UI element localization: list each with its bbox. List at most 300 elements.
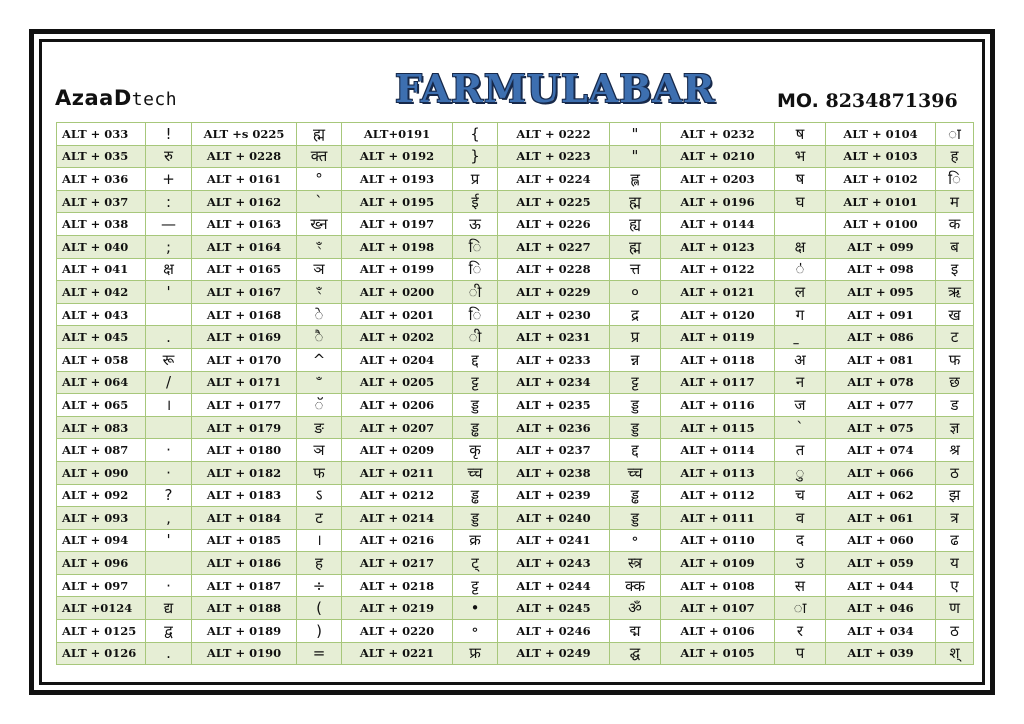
alt-code-cell: ALT + 0225 [498, 190, 610, 213]
character-cell [775, 213, 826, 236]
alt-code-cell: ALT + 0221 [342, 642, 453, 665]
character-cell [775, 326, 826, 349]
alt-code-cell: ALT + 0167 [192, 281, 297, 304]
alt-code-cell: ALT + 0184 [192, 507, 297, 530]
alt-code-cell: ALT + 0245 [498, 597, 610, 620]
alt-code-cell: ALT + 0180 [192, 439, 297, 462]
alt-code-cell: ALT + 062 [826, 484, 936, 507]
character-cell: क्र [453, 529, 498, 552]
alt-code-cell: ALT + 033 [57, 123, 146, 146]
character-cell: स्त्र [610, 552, 661, 575]
alt-code-cell: ALT + 075 [826, 416, 936, 439]
table-row [57, 123, 974, 146]
table-row [57, 507, 974, 530]
alt-code-cell: ALT + 0104 [826, 123, 936, 146]
character-cell: न्न [610, 348, 661, 371]
alt-code-cell: ALT + 0210 [661, 145, 775, 168]
character-cell: प्र [453, 168, 498, 191]
alt-code-cell: ALT + 0114 [661, 439, 775, 462]
alt-code-cell: ALT + 0244 [498, 574, 610, 597]
alt-code-cell: ALT + 0192 [342, 145, 453, 168]
character-cell: प्र [610, 326, 661, 349]
alt-code-cell: ALT + 0171 [192, 371, 297, 394]
character-cell: क्ष [146, 258, 192, 281]
character-cell: ड्ढ [453, 416, 498, 439]
alt-code-cell: ALT + 0200 [342, 281, 453, 304]
character-cell: ब [936, 235, 974, 258]
character-cell: ÷ [297, 574, 342, 597]
character-cell: ड्ड [453, 507, 498, 530]
character-cell: ल [775, 281, 826, 304]
alt-code-cell: ALT + 0162 [192, 190, 297, 213]
character-cell: र [775, 620, 826, 643]
alt-code-cell: ALT + 074 [826, 439, 936, 462]
character-cell: भ [775, 145, 826, 168]
alt-code-cell: ALT + 081 [826, 348, 936, 371]
alt-code-table [56, 122, 974, 665]
character-cell: ꣳ [297, 281, 342, 304]
mobile-number: 8234871396 [825, 90, 958, 112]
alt-code-cell: ALT + 093 [57, 507, 146, 530]
character-cell: ड्ढ [453, 484, 498, 507]
alt-code-cell: ALT + 0115 [661, 416, 775, 439]
character-cell: ी [453, 281, 498, 304]
character-cell: द [775, 529, 826, 552]
alt-code-cell: ALT + 0112 [661, 484, 775, 507]
alt-code-cell: ALT + 044 [826, 574, 936, 597]
character-cell: फ [297, 461, 342, 484]
table-row [57, 348, 974, 371]
alt-code-cell: ALT + 0119 [661, 326, 775, 349]
table-row [57, 303, 974, 326]
alt-code-cell: ALT + 0100 [826, 213, 936, 236]
table-row [57, 620, 974, 643]
character-cell: । [146, 394, 192, 417]
character-cell: इ [936, 258, 974, 281]
alt-code-cell: ALT + 0123 [661, 235, 775, 258]
character-cell: , [146, 507, 192, 530]
alt-code-cell: ALT+0191 [342, 123, 453, 146]
character-cell: ढ [936, 529, 974, 552]
alt-code-cell: ALT + 0193 [342, 168, 453, 191]
alt-code-cell: ALT + 0121 [661, 281, 775, 304]
character-cell: ा [936, 123, 974, 146]
alt-code-cell: ALT + 0163 [192, 213, 297, 236]
character-cell: ड्ड [610, 394, 661, 417]
character-cell: घ [775, 190, 826, 213]
alt-code-cell: ALT + 0187 [192, 574, 297, 597]
alt-code-cell: ALT + 0101 [826, 190, 936, 213]
character-cell: ह्म [297, 123, 342, 146]
alt-code-cell: ALT + 0165 [192, 258, 297, 281]
alt-code-cell: ALT + 0198 [342, 235, 453, 258]
alt-code-cell: ALT + 0224 [498, 168, 610, 191]
alt-code-cell: ALT + 0241 [498, 529, 610, 552]
character-cell [146, 303, 192, 326]
alt-code-cell: ALT + 0199 [342, 258, 453, 281]
character-cell: ॐ [610, 597, 661, 620]
alt-code-cell: ALT +s 0225 [192, 123, 297, 146]
character-cell: त [775, 439, 826, 462]
character-cell: श् [936, 642, 974, 665]
character-cell: ठ [936, 620, 974, 643]
character-cell: ० [610, 281, 661, 304]
alt-code-cell: ALT + 0126 [57, 642, 146, 665]
alt-code-cell: ALT + 0188 [192, 597, 297, 620]
alt-code-cell: ALT + 0185 [192, 529, 297, 552]
character-cell: ठ [936, 461, 974, 484]
table-row [57, 597, 974, 620]
table-row [57, 326, 974, 349]
alt-code-cell: ALT + 087 [57, 439, 146, 462]
alt-code-cell: ALT + 0120 [661, 303, 775, 326]
character-cell: — [146, 213, 192, 236]
character-cell: ट्ट [453, 574, 498, 597]
character-cell: ) [297, 620, 342, 643]
character-cell: फ्र [453, 642, 498, 665]
character-cell: ट्ट [610, 371, 661, 394]
alt-code-cell: ALT + 091 [826, 303, 936, 326]
alt-code-cell: ALT + 0125 [57, 620, 146, 643]
alt-code-cell: ALT + 0228 [192, 145, 297, 168]
alt-code-cell: ALT + 077 [826, 394, 936, 417]
character-cell: ु [775, 461, 826, 484]
table-row [57, 484, 974, 507]
table-row [57, 529, 974, 552]
alt-code-cell: ALT + 0196 [661, 190, 775, 213]
brand-bold: AzaaD [55, 86, 132, 110]
alt-code-cell: ALT + 0144 [661, 213, 775, 236]
alt-code-cell: ALT + 0170 [192, 348, 297, 371]
alt-code-cell: ALT + 0169 [192, 326, 297, 349]
alt-code-cell: ALT + 060 [826, 529, 936, 552]
alt-code-cell: ALT + 0179 [192, 416, 297, 439]
character-cell: न [775, 371, 826, 394]
character-cell: । [297, 529, 342, 552]
character-cell: ा [775, 597, 826, 620]
alt-code-cell: ALT + 0177 [192, 394, 297, 417]
character-cell: ॰ [610, 529, 661, 552]
alt-code-cell: ALT + 0122 [661, 258, 775, 281]
alt-code-cell: ALT + 0231 [498, 326, 610, 349]
alt-code-cell: ALT + 0219 [342, 597, 453, 620]
alt-code-cell: ALT + 0223 [498, 145, 610, 168]
alt-code-cell: ALT + 0204 [342, 348, 453, 371]
character-cell: उ [775, 552, 826, 575]
character-cell: ञ [297, 258, 342, 281]
character-cell: त्र [936, 507, 974, 530]
brand-logo [55, 86, 177, 110]
character-cell: ज्ञ [936, 416, 974, 439]
character-cell: ए [936, 574, 974, 597]
table-row [57, 394, 974, 417]
table-row [57, 235, 974, 258]
character-cell: ङ [297, 416, 342, 439]
alt-code-cell: ALT + 0117 [661, 371, 775, 394]
alt-code-cell: ALT + 078 [826, 371, 936, 394]
table-row [57, 461, 974, 484]
alt-code-cell: ALT + 097 [57, 574, 146, 597]
character-cell: द्द [610, 439, 661, 462]
character-cell: ह [936, 145, 974, 168]
character-cell: फ [936, 348, 974, 371]
alt-code-cell: ALT + 0243 [498, 552, 610, 575]
alt-code-cell: ALT + 0240 [498, 507, 610, 530]
character-cell: े [297, 303, 342, 326]
alt-code-cell: ALT + 0161 [192, 168, 297, 191]
character-cell: ( [297, 597, 342, 620]
alt-code-cell: ALT + 0229 [498, 281, 610, 304]
alt-code-cell: ALT + 036 [57, 168, 146, 191]
character-cell: द्द [453, 348, 498, 371]
character-cell: श्र [936, 439, 974, 462]
alt-code-cell: ALT + 042 [57, 281, 146, 304]
character-cell: ि [453, 303, 498, 326]
character-cell: ऽ [297, 484, 342, 507]
character-cell: क्क [610, 574, 661, 597]
character-cell: ! [146, 123, 192, 146]
character-cell: ट [297, 507, 342, 530]
alt-code-cell: ALT + 040 [57, 235, 146, 258]
character-cell: · [146, 439, 192, 462]
alt-code-cell: ALT +0124 [57, 597, 146, 620]
alt-code-cell: ALT + 034 [826, 620, 936, 643]
character-cell: क [936, 213, 974, 236]
character-cell: ि [936, 168, 974, 191]
alt-code-cell: ALT + 046 [826, 597, 936, 620]
character-cell: ज [775, 394, 826, 417]
character-cell: क्ष [775, 235, 826, 258]
character-cell: ऋ [936, 281, 974, 304]
character-cell: ' [146, 529, 192, 552]
alt-code-cell: ALT + 0116 [661, 394, 775, 417]
alt-code-cell: ALT + 0105 [661, 642, 775, 665]
character-cell: प [775, 642, 826, 665]
alt-code-cell: ALT + 0234 [498, 371, 610, 394]
character-cell: ह्ल [610, 168, 661, 191]
character-cell: " [610, 145, 661, 168]
character-cell: च्च [453, 461, 498, 484]
table-row [57, 416, 974, 439]
character-cell: द्य [146, 597, 192, 620]
alt-code-cell: ALT + 0206 [342, 394, 453, 417]
mobile-number-block [777, 90, 958, 112]
character-cell: ह्म [610, 235, 661, 258]
alt-code-cell: ALT + 045 [57, 326, 146, 349]
table-row [57, 145, 974, 168]
character-cell: ई [453, 190, 498, 213]
alt-code-cell: ALT + 0230 [498, 303, 610, 326]
character-cell: · [146, 574, 192, 597]
character-cell: ट [936, 326, 974, 349]
table-row [57, 213, 974, 236]
alt-code-cell: ALT + 0183 [192, 484, 297, 507]
character-cell: त्त [610, 258, 661, 281]
alt-code-cell: ALT + 0239 [498, 484, 610, 507]
character-cell: द्व [146, 620, 192, 643]
character-cell: ि [453, 235, 498, 258]
alt-code-cell: ALT + 0233 [498, 348, 610, 371]
character-cell: ण [936, 597, 974, 620]
character-cell: ह्म [610, 190, 661, 213]
alt-code-cell: ALT + 043 [57, 303, 146, 326]
character-cell: ꣳ [297, 235, 342, 258]
character-cell: अ [775, 348, 826, 371]
character-cell: व [775, 507, 826, 530]
alt-code-cell: ALT + 099 [826, 235, 936, 258]
alt-code-cell: ALT + 061 [826, 507, 936, 530]
character-cell: ड्ढ [610, 484, 661, 507]
character-cell: ° [297, 168, 342, 191]
alt-code-cell: ALT + 0207 [342, 416, 453, 439]
alt-code-cell: ALT + 096 [57, 552, 146, 575]
character-cell: झ [936, 484, 974, 507]
character-cell: कृ [453, 439, 498, 462]
character-cell: द्म [610, 620, 661, 643]
alt-code-cell: ALT + 086 [826, 326, 936, 349]
character-cell: म [936, 190, 974, 213]
character-cell: ? [146, 484, 192, 507]
character-cell: ी [453, 326, 498, 349]
table-row [57, 190, 974, 213]
alt-code-cell: ALT + 0182 [192, 461, 297, 484]
alt-code-cell: ALT + 0202 [342, 326, 453, 349]
character-cell: ट् [453, 552, 498, 575]
mobile-label: MO. [777, 90, 819, 112]
alt-code-cell: ALT + 035 [57, 145, 146, 168]
character-cell: ह्य [610, 213, 661, 236]
alt-code-cell: ALT + 0118 [661, 348, 775, 371]
character-cell: . [146, 642, 192, 665]
character-cell: ॅ [297, 394, 342, 417]
alt-code-cell: ALT + 0195 [342, 190, 453, 213]
alt-code-cell: ALT + 0232 [661, 123, 775, 146]
character-cell: य [936, 552, 974, 575]
character-cell: ꣲ [297, 371, 342, 394]
alt-code-cell: ALT + 0212 [342, 484, 453, 507]
character-cell: ड्ड [610, 416, 661, 439]
character-cell: ऊ [453, 213, 498, 236]
alt-code-cell: ALT + 0109 [661, 552, 775, 575]
alt-code-cell: ALT + 059 [826, 552, 936, 575]
alt-code-cell: ALT + 083 [57, 416, 146, 439]
character-cell: रू [146, 348, 192, 371]
alt-code-cell: ALT + 0205 [342, 371, 453, 394]
alt-code-cell: ALT + 0189 [192, 620, 297, 643]
character-cell: क्त [297, 145, 342, 168]
character-cell: द्घ [610, 642, 661, 665]
character-cell: ` [775, 416, 826, 439]
character-cell: स [775, 574, 826, 597]
alt-code-cell: ALT + 037 [57, 190, 146, 213]
alt-code-cell: ALT + 0190 [192, 642, 297, 665]
alt-code-cell: ALT + 0106 [661, 620, 775, 643]
character-cell: ' [146, 281, 192, 304]
alt-code-cell: ALT + 090 [57, 461, 146, 484]
alt-code-cell: ALT + 0228 [498, 258, 610, 281]
alt-code-cell: ALT + 041 [57, 258, 146, 281]
alt-code-cell: ALT + 0209 [342, 439, 453, 462]
alt-code-table-body [57, 123, 974, 665]
character-cell: च्च [610, 461, 661, 484]
character-cell: छ [936, 371, 974, 394]
alt-code-cell: ALT + 0214 [342, 507, 453, 530]
character-cell: = [297, 642, 342, 665]
alt-code-cell: ALT + 0164 [192, 235, 297, 258]
alt-code-cell: ALT + 0113 [661, 461, 775, 484]
alt-code-cell: ALT + 0246 [498, 620, 610, 643]
alt-code-cell: ALT + 0203 [661, 168, 775, 191]
character-cell [146, 552, 192, 575]
alt-code-cell: ALT + 064 [57, 371, 146, 394]
alt-code-cell: ALT + 058 [57, 348, 146, 371]
character-cell: ड्ड [610, 507, 661, 530]
table-row [57, 574, 974, 597]
character-cell [146, 416, 192, 439]
character-cell: : [146, 190, 192, 213]
alt-code-cell: ALT + 0110 [661, 529, 775, 552]
alt-code-cell: ALT + 0218 [342, 574, 453, 597]
character-cell: ष [775, 123, 826, 146]
character-cell: + [146, 168, 192, 191]
character-cell: ; [146, 235, 192, 258]
table-row [57, 371, 974, 394]
alt-code-cell: ALT + 066 [826, 461, 936, 484]
alt-code-cell: ALT + 0217 [342, 552, 453, 575]
character-cell: } [453, 145, 498, 168]
table-row [57, 439, 974, 462]
alt-code-cell: ALT + 094 [57, 529, 146, 552]
character-cell: / [146, 371, 192, 394]
alt-code-cell: ALT + 0216 [342, 529, 453, 552]
character-cell: च [775, 484, 826, 507]
character-cell: ऺ [775, 258, 826, 281]
character-cell: ह [297, 552, 342, 575]
alt-code-cell: ALT + 0168 [192, 303, 297, 326]
table-row [57, 168, 974, 191]
character-cell: ड्ड [453, 394, 498, 417]
table-row [57, 258, 974, 281]
alt-code-cell: ALT + 092 [57, 484, 146, 507]
table-row [57, 642, 974, 665]
alt-code-cell: ALT + 039 [826, 642, 936, 665]
alt-code-cell: ALT + 0111 [661, 507, 775, 530]
character-cell: ख्न [297, 213, 342, 236]
alt-code-cell: ALT + 0107 [661, 597, 775, 620]
character-cell: ड [936, 394, 974, 417]
character-cell: द्र [610, 303, 661, 326]
alt-code-cell: ALT + 0103 [826, 145, 936, 168]
character-cell: ^ [297, 348, 342, 371]
character-cell: ख [936, 303, 974, 326]
character-cell: ट्ट [453, 371, 498, 394]
character-cell: रु [146, 145, 192, 168]
character-cell: • [453, 597, 498, 620]
alt-code-cell: ALT + 0197 [342, 213, 453, 236]
character-cell: ै [297, 326, 342, 349]
character-cell: · [146, 461, 192, 484]
alt-code-cell: ALT + 065 [57, 394, 146, 417]
alt-code-cell: ALT + 0108 [661, 574, 775, 597]
alt-code-cell: ALT + 0226 [498, 213, 610, 236]
alt-code-cell: ALT + 0186 [192, 552, 297, 575]
character-cell: ष [775, 168, 826, 191]
character-cell: ॰ [453, 620, 498, 643]
table-row [57, 552, 974, 575]
character-cell: ि [453, 258, 498, 281]
alt-code-cell: ALT + 0201 [342, 303, 453, 326]
alt-code-cell: ALT + 0238 [498, 461, 610, 484]
